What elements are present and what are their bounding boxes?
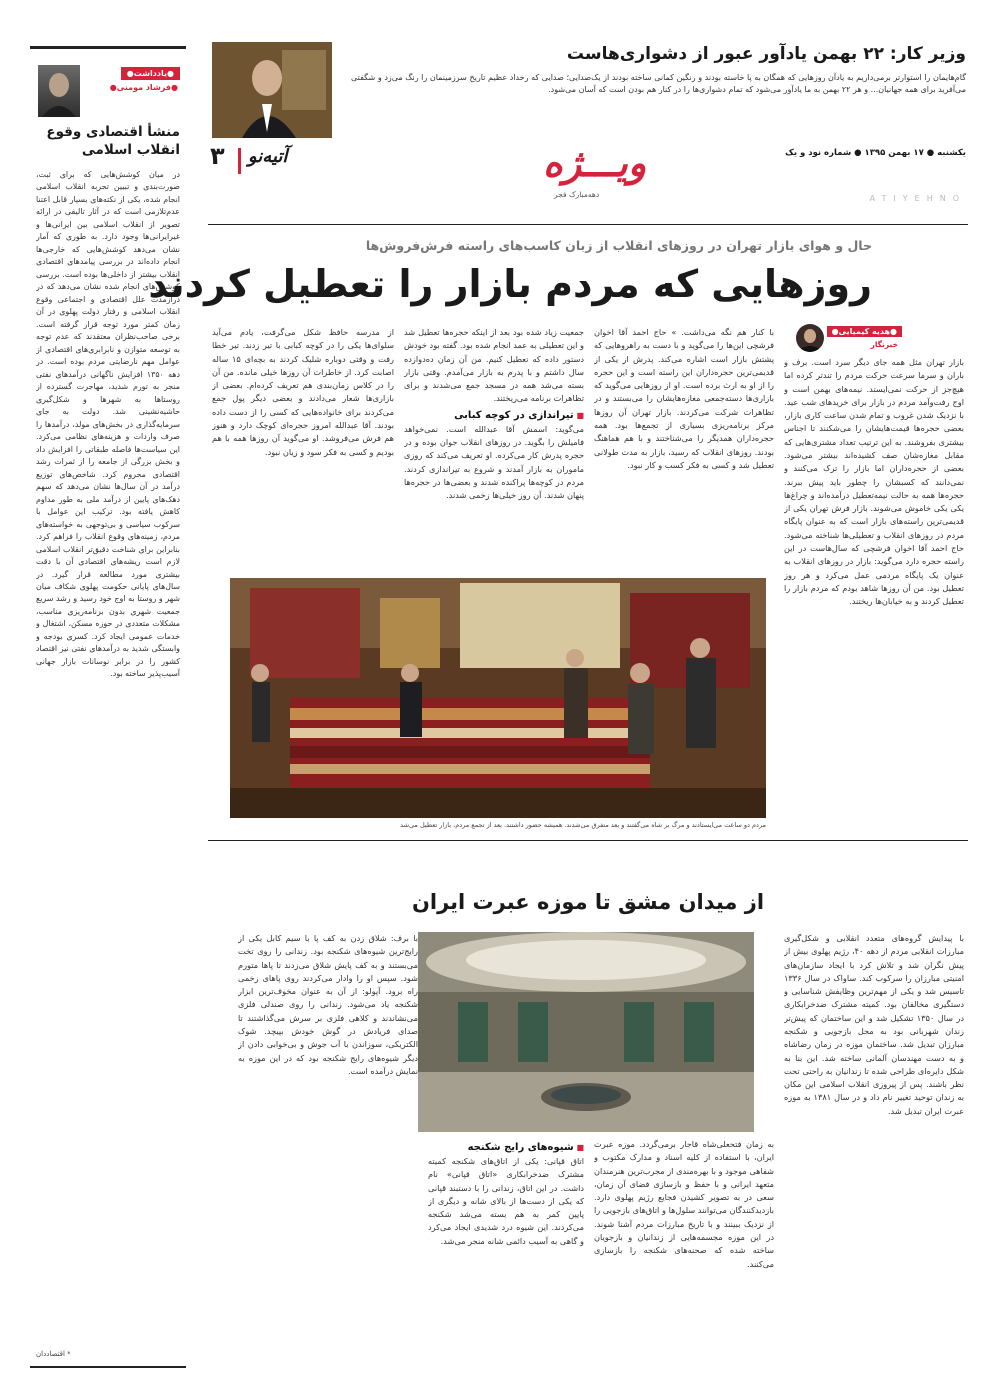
sidebar-headline: منشأ اقتصادی وقوع انقلاب اسلامی: [46, 124, 180, 159]
main-col-3-text-b: می‌گوید: اسمش آقا عبدالله است. نمی‌خواهد فامیلش را بگوید. در روزهای انقلاب جوان بوده و در حجره پدرش کار می‌کرده. او تعریف می‌کند که روزی ماموران به بازار آمدند و شروع به تیراندازی کردند. مردم در کوچه‌ها پراکنده شدند و بعضی‌ها در حجره‌ها پنهان شدند. آن روز خیلی‌ها زخمی شدند.: [404, 423, 584, 501]
masthead-rule: [208, 224, 968, 225]
main-kicker: حال و هوای بازار تهران در روزهای انقلاب از زبان کاسب‌های راسته فرش‌فروش‌ها: [365, 238, 872, 253]
bazaar-photo-caption: مردم دو ساعت می‌ایستادند و مرگ بر شاه می‌گفتند و بعد متفرق می‌شدند. همیشه حضور داشتند. بعد از تجمع مردم، بازار تعطیل می‌شد: [400, 821, 766, 829]
page-number: ۳: [210, 142, 225, 170]
bazaar-photo: [230, 578, 766, 818]
masthead: [208, 142, 968, 214]
section-rule: [208, 840, 968, 841]
section-name: آتیه‌نو: [248, 146, 288, 167]
author-photo: [38, 65, 80, 117]
date-line: یکشنبه ● ۱۷ بهمن ۱۳۹۵ ● شماره نود و یک: [785, 148, 966, 158]
top-news-body: گام‌هایمان را استوارتر برمی‌داریم به یادآن روزهایی که همگان به پا خاسته بودند و رنگین کمانی ساخته بودند از یک‌صدایی؛ صدایی که رخداد عظیم تاریخ سرزمینمان را رنگ می‌زد و شگفتی می‌آفرید برای همه جهانیان... و هر ۲۲ بهمن به ما یادآور می‌شود که تمام دشواری‌ها را در کنار هم بودن است که آسان می‌شود.: [351, 73, 966, 95]
sidebar: [30, 46, 186, 1368]
minister-photo: [212, 42, 332, 138]
museum-headline: از میدان مشق تا موزه عبرت ایران: [411, 890, 765, 914]
main-col-3: [404, 326, 584, 566]
museum-col-3-text: اتاق قپانی: یکی از اتاق‌های شکنجه کمیته مشترک ضدخرابکاری «اتاق قپانی» نام داشت. در این اتاق، زندانی را با دستبند قپانی که یکی از دست‌ها از بالای شانه و دیگری از پایین کمر به هم بسته می‌شد شکنجه می‌کردند. این شیوه درد شدیدی ایجاد می‌کرد و گاهی به آسیب دائمی شانه منجر می‌شد.: [428, 1156, 584, 1246]
sidebar-footer: * اقتصاددان: [36, 1350, 71, 1358]
reporter-photo: [796, 324, 824, 352]
masthead-watermark: ATIYEHNO: [869, 194, 966, 203]
top-news: [208, 42, 968, 142]
museum-col-4: با برف: شلاق زدن به کف پا با سیم کابل یکی از رایج‌ترین شیوه‌های شکنجه بود. زندانی را روی تخت می‌بستند و به کف پایش شلاق می‌زدند تا پاها متورم شود. سپس او را وادار می‌کردند روی پاهای زخمی راه برود. آپولو: از آن به عنوان مخوف‌ترین ابزار شکنجه یاد می‌شود. زندانی را روی صندلی فلزی می‌نشاندند و کلاهی فلزی بر سرش می‌گذاشتند تا صدای فریادش در گوش خودش بپیچد. شوک الکتریکی، سوزاندن با آب جوش و بی‌خوابی دادن از دیگر شیوه‌های رایج شکنجه بود که در این موزه به نمایش درآمده است.: [238, 933, 418, 1076]
reporter-role: خبرنگار: [870, 340, 898, 349]
main-story: [148, 226, 968, 836]
museum-photo: [418, 932, 754, 1132]
museum-col-3-subhead: ■ شیوه‌های رایج شکنجه: [428, 1142, 584, 1153]
main-headline: روزهایی که مردم بازار را تعطیل کردند: [148, 262, 872, 306]
main-col-3-subhead: ■ تیراندازی در کوچه کبابی: [404, 410, 584, 421]
main-col-1: بازار تهران مثل همه جای دیگر سرد است. برف و باران و سرما سرعت حرکت مردم را تندتر کرده اما هیچ‌جز از حرکت نمی‌ایستد. نیمه‌های بهمن است و اوج رفت‌وآمد مردم در بازار برای خریدهای شب عید. با نزدیک شدن غروب و تمام شدن ساعت کاری بازار، بعضی حجره‌ها قیمت‌هایشان را می‌شکنند تا اجناس بیشتری بفروشند. به این ترتیب تعداد مشتری‌هایی که مقابل مغازه‌شان صف کشیده‌اند بیشتر می‌شود. بعضی از حجره‌داران اما بازار را ترک می‌کنند و نمی‌دانند که کسبشان را چطور باید پیش ببرند. حجره‌ها همه به حالت نیمه‌تعطیل درآمده‌اند و چراغ‌ها یکی یکی خاموش می‌شوند. بازار فرش تهران یکی از قدیمی‌ترین راسته‌های بازار است که به عنوان پایگاه مردم در روزهای انقلاب و تعطیلی‌ها شناخته می‌شود. حاج احمد آقا اخوان فرشچی که سال‌هاست در این راسته حجره دارد می‌گوید: بازار در روزهای انقلاب به عنوان یک پایگاه مردمی عمل می‌کرد و هر روز تعطیل بود. من آن روزها شاهد بودم که مردم بازار را تعطیل کردند و به خیابان‌ها ریختند.: [784, 357, 964, 607]
main-col-4: از مدرسه حافظ شکل می‌گرفت، یادم می‌آید سلوای‌ها یکی را در کوچه کبابی با تیر زدند. تیر خطا رفت و وقتی دوباره شلیک کردند به بچه‌ای ۱۵ ساله اصابت کرد. از خاطرات آن روزها خیلی مانده. من آن را در کلاس زمان‌بندی هم تعریف کرده‌ام. بعضی از بازاری‌ها شعار می‌دادند و بعضی دیگر پول جمع می‌کردند برای خانواده‌هایی که کسی را از دست داده بودند. آقا عبدالله امروز حجره‌ای کوچک دارد و هنوز هم فرش می‌فروشد. او می‌گوید آن روزها همه با هم بودیم و کسی به فکر سود و زیان نبود.: [212, 327, 394, 457]
museum-col-1: با پیدایش گروه‌های متعدد انقلابی و شکل‌گیری مبارزات انقلابی مردم از دهه ۴۰، رژیم پهلوی بیش از پیش نگران شد و تلاش کرد با ایجاد سازمان‌های امنیتی مبارزان را سرکوب کند. ساواک در سال ۱۳۳۶ تاسیس شد و یکی از مهم‌ترین وظایفش شناسایی و دستگیری مخالفان بود. کمیته مشترک ضدخرابکاری در سال ۱۳۵۰ تشکیل شد و این ساختمان که پیش‌تر زندان شهربانی بود به محل بازجویی و شکنجه مبارزان تبدیل شد. ساختمان موزه در زمان رضاشاه و به دست مهندسان آلمانی ساخته شد. این بنا به شکل دایره‌ای طراحی شده تا زندانیان به راحتی تحت نظر باشند. پس از پیروزی انقلاب اسلامی این مکان به زندان توحید تغییر نام داد و در سال ۱۳۸۱ به موزه عبرت ایران تبدیل شد.: [784, 933, 964, 1116]
sidebar-label: ●یادداشت●: [121, 67, 180, 80]
museum-col-2-text: به زمان فتحعلی‌شاه قاجار برمی‌گردد. موزه عبرت ایران، با استفاده از کلیه اسناد و مدارک مکتوب و شفاهی موجود و با بهره‌مندی از مجرب‌ترین هنرمندان متعهد ایرانی و با حفظ و بازسازی فضای آن زمان، سعی در به تصویر کشیدن فجایع رژیم پهلوی دارد. بازدیدکنندگان می‌توانند سلول‌ها و اتاق‌های بازجویی را از نزدیک ببینند و با تاریخ مبارزات مردم آشنا شوند. در این موزه مجسمه‌هایی از زندانیان و بازجویان ساخته شده که صحنه‌های شکنجه را بازسازی می‌کنند.: [594, 1139, 774, 1269]
museum-col-3: [428, 1138, 584, 1362]
museum-story: [208, 842, 968, 1368]
top-news-headline: وزیر کار: ۲۲ بهمن یادآور عبور از دشواری‌هاست: [566, 44, 966, 64]
sidebar-author: ●فرشاد مومنی●: [109, 83, 178, 92]
paper-logo-sub: دهه‌مبارک فجر: [554, 190, 600, 199]
reporter-name: ●هدیه کیمیایی●: [827, 326, 902, 337]
main-col-3-text: جمعیت زیاد شده بود بعد از اینکه حجره‌ها تعطیل شد و این تعطیلی به عمد انجام شده بود. گفته بود خودش دستور داده که تعطیل کنیم. من آن زمان ده‌دوازده سال داشتم و با پدرم به بازار می‌آمدم. وقتی بازار بسته می‌شد همه در مسجد جمع می‌شدند و برای تظاهرات برنامه می‌ریختند.: [404, 327, 584, 404]
main-col-2: با کنار هم نگه می‌داشت. » حاج احمد آقا اخوان فرشچی این‌ها را می‌گوید و با دست به راهروهایی که پشتش بازار است اشاره می‌کند. پدرش از یکی از قدیمی‌ترین حجره‌داران این راسته است و این حجره را از او به ارث برده است. او از روزهایی می‌گوید که بازاری‌ها دسته‌جمعی مغازه‌هایشان را می‌بستند و در تظاهرات شرکت می‌کردند. بازار تهران آن روزها مرکز برنامه‌ریزی بسیاری از تجمع‌ها بود. همه حجره‌داران همدیگر را می‌شناختند و با هم هماهنگ بودند. روزهای انقلاب که رسید، بازار به مدت طولانی تعطیل شد و کسی به فکر کسب و کار نبود.: [594, 327, 774, 470]
museum-col-2: [594, 1138, 774, 1362]
author-box: [784, 324, 964, 352]
paper-logo: ویـــژه: [543, 140, 647, 185]
sidebar-body: در میان کوشش‌هایی که برای ثبت، صورت‌بندی و تبیین تجربه انقلاب اسلامی انجام شده، یکی از نکته‌های بسیار قابل اعتنا عدم‌تلازمی است که در آثار تالیفی در ارائه تصویر از انقلاب اسلامی بین ایرانی‌ها و غیرایرانی‌ها وجود دارد. به طوری که آمار نشان می‌دهد کوشش‌هایی که خارجی‌ها انجام داده‌اند در بررسی پیامدهای اقتصادی انقلاب بیشتر از داخلی‌ها بوده است. بررسی کوشش‌های انجام شده نشان می‌دهد که در درازمدت علل اقتصادی و اجتماعی وقوع انقلاب اسلامی و رفتار دولت پهلوی در آن زمان کمتر مورد توجه قرار گرفته است. برخی صاحب‌نظران معتقدند که عدم توجه به توسعه متوازن و نابرابری‌های اقتصادی از عوامل مهم نارضایتی مردم بوده است. در دهه ۱۳۵۰ افزایش ناگهانی درآمدهای نفتی منجر به تورم شدید، مهاجرت گسترده از روستاها به شهرها و شکل‌گیری حاشیه‌نشینی شد. دولت به جای سرمایه‌گذاری در بخش‌های مولد، درآمدها را صرف واردات و هزینه‌های نظامی می‌کرد. این سیاست‌ها فاصله طبقاتی را افزایش داد و بخش بزرگی از جامعه را از ثمرات رشد اقتصادی محروم کرد. شاخص‌های توزیع درآمد در آن سال‌ها نشان می‌دهد که سهم دهک‌های پایین از درآمد ملی به طور مداوم کاهش یافته بود. ترکیب این عوامل با سرکوب سیاسی و بی‌توجهی به خواسته‌های مردم، زمینه‌های وقوع انقلاب را فراهم کرد. بنابراین برای شناخت دقیق‌تر انقلاب اسلامی لازم است ریشه‌های اقتصادی آن با دقت بیشتری مورد مطالعه قرار گیرد. در سال‌های پایانی حکومت پهلوی شکاف میان شهر و روستا به اوج خود رسید و رشد سریع جمعیت شهری بدون برنامه‌ریزی مناسب، مشکلات متعددی در حوزه مسکن، اشتغال و خدمات عمومی ایجاد کرد. کسری بودجه و وابستگی شدید به درآمدهای نفتی نیز اقتصاد کشور را در برابر نوسانات بازار جهانی آسیب‌پذیر ساخته بود.: [36, 170, 180, 679]
section-divider: [238, 148, 241, 174]
